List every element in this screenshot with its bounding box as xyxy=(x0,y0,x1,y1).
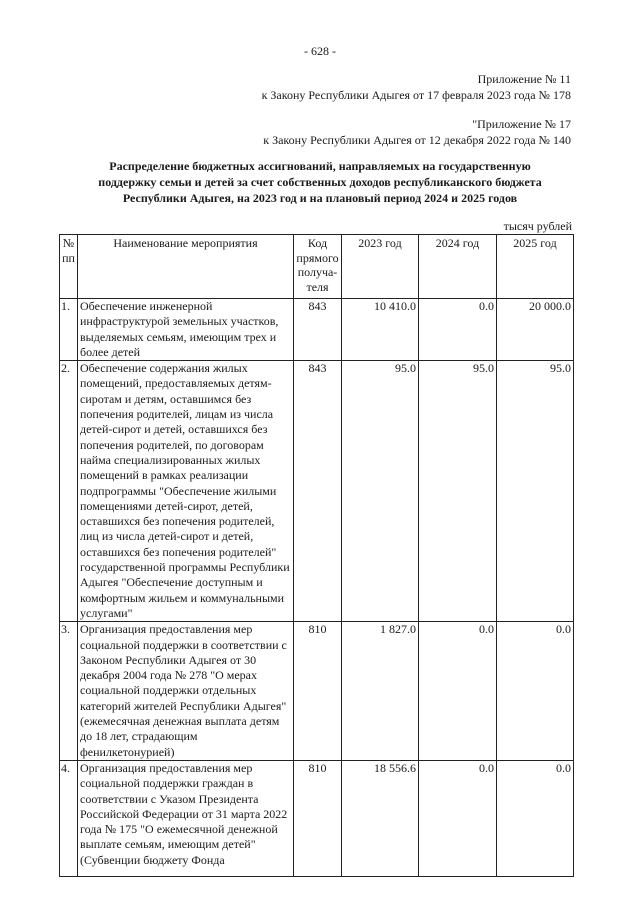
appendix-previous-title: "Приложение № 17 xyxy=(472,117,571,131)
row-number: 4. xyxy=(60,760,78,876)
row-code: 810 xyxy=(294,622,342,761)
table-row xyxy=(60,622,574,761)
header-name: Наименование мероприятия xyxy=(78,235,294,299)
title-line: Распределение бюджетных ассигнований, направляемых на государственную xyxy=(109,159,531,173)
units-label: тысяч рублей xyxy=(503,219,572,233)
appendix-previous-law: к Закону Республики Адыгея от 12 декабря 2022 года № 140 xyxy=(263,133,571,147)
row-code: 843 xyxy=(294,361,342,622)
row-2025: 0.0 xyxy=(497,622,574,761)
row-2023: 10 410.0 xyxy=(342,299,419,361)
page-number: - 628 - xyxy=(304,44,336,58)
header-2025: 2025 год xyxy=(497,235,574,299)
row-2025: 20 000.0 xyxy=(497,299,574,361)
row-2025: 0.0 xyxy=(497,760,574,876)
title-line: поддержку семьи и детей за счет собственных доходов республиканского бюджета xyxy=(98,175,542,189)
row-code: 810 xyxy=(294,760,342,876)
row-name: Обеспечение содержания жилых помещений, предоставляемых детям-сиротам и детям, оставшимся без попечения родителей, лицам из числа детей-сирот и детей, оставшихся без попечения родителей, по договорам найма специализированных жилых помещений в рамках реализации подпрограммы "Обеспечение жилыми помещениями детей-сирот, детей, оставшихся без попечения родителей, лиц из числа детей-сирот и детей, оставшихся без попечения родителей" государственной программы Республики Адыгея "Обеспечение доступным и комфортным жильем и коммунальными услугами" xyxy=(78,361,294,622)
row-number: 1. xyxy=(60,299,78,361)
row-2025: 95.0 xyxy=(497,361,574,622)
table-row xyxy=(60,361,574,622)
appendix-current-law: к Закону Республики Адыгея от 17 февраля 2023 года № 178 xyxy=(261,88,571,102)
row-name: Организация предоставления мер социальной поддержки граждан в соответствии с Указом Президента Российской Федерации от 31 марта 2022 года № 175 "О ежемесячной денежной выплате семьям, имеющим детей"(Субвенции бюджету Фонда xyxy=(78,760,294,876)
appendix-current-title: Приложение № 11 xyxy=(477,72,571,86)
row-2024: 95.0 xyxy=(419,361,497,622)
table-row xyxy=(60,760,574,876)
appendix-previous xyxy=(263,116,571,148)
row-2024: 0.0 xyxy=(419,622,497,761)
row-code: 843 xyxy=(294,299,342,361)
row-number: 3. xyxy=(60,622,78,761)
document-title xyxy=(60,158,580,206)
row-2023: 1 827.0 xyxy=(342,622,419,761)
header-num: № пп xyxy=(60,235,78,299)
row-2023: 95.0 xyxy=(342,361,419,622)
header-code: Код прямого получа-теля xyxy=(294,235,342,299)
header-2024: 2024 год xyxy=(419,235,497,299)
allocations-table xyxy=(59,234,574,877)
row-number: 2. xyxy=(60,361,78,622)
row-2023: 18 556.6 xyxy=(342,760,419,876)
title-line: Республики Адыгея, на 2023 год и на плановый период 2024 и 2025 годов xyxy=(122,191,518,205)
table-row xyxy=(60,299,574,361)
appendix-current xyxy=(262,71,571,103)
table-header-row xyxy=(60,235,574,299)
header-2023: 2023 год xyxy=(342,235,419,299)
row-2024: 0.0 xyxy=(419,299,497,361)
row-name: Обеспечение инженерной инфраструктурой земельных участков, выделяемых семьям, имеющим трех и более детей xyxy=(78,299,294,361)
row-name: Организация предоставления мер социальной поддержки в соответствии с Законом Республики Адыгея от 30 декабря 2004 года № 278 "О мерах социальной поддержки отдельных категорий жителей Республики Адыгея" (ежемесячная денежная выплата детям до 18 лет, страдающим фенилкетонурией) xyxy=(78,622,294,761)
row-2024: 0.0 xyxy=(419,760,497,876)
